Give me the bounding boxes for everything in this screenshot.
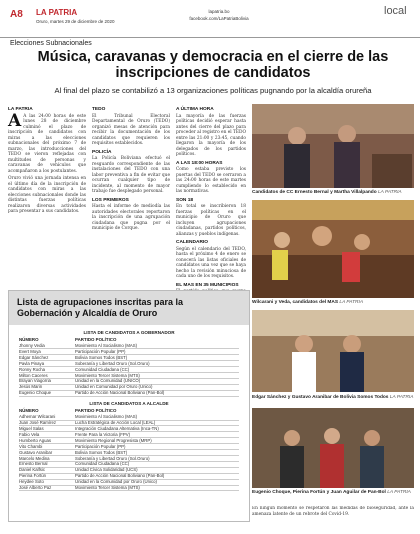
article-column-1 [8,104,86,217]
issue-date: Oruro, martes 29 de diciembre de 2020 [36,19,115,24]
candidate-name: José Alberto Paz [19,485,52,491]
social-links [184,8,254,22]
table-row [9,438,249,443]
party-name: Bolivia Somos Todos (BST) [75,449,128,455]
table-row [9,373,249,378]
table-row [9,426,249,431]
party-name: Soberanía y Libertad Oruro (Sol.Oruro) [75,360,150,366]
photo-caption-2: Wilcarani y Veda, candidatos del MAS LA PATRIA [252,300,364,305]
subheading-18-horas: A LAS 18:00 HORAS [176,160,223,166]
candidate-name: Jesús Marin [19,384,43,390]
table-row [9,390,249,395]
photo-candidates-panbol [252,408,414,488]
photo-image [252,104,414,188]
candidate-name: Fabio Vela [19,431,40,437]
party-name: Partido de Acción Nacional Boliviano (Pan-Bol) [75,473,165,479]
party-name: Soberanía y Libertad Oruro (Sol.Oruro) [75,455,150,461]
candidate-name: Jhonny Vedia [19,343,45,348]
table-row [9,444,249,449]
party-name: Movimiento Regional Progresista (MRP) [75,437,152,443]
masthead-brand: LA PATRIA [36,8,78,17]
photo-candidates-cc [252,104,414,188]
governor-list-header: NÚMERO PARTIDO POLÍTICO [19,337,117,342]
candidate-name: Gustavo Aranibar [19,449,53,455]
subheading-tedo: TEDO [92,107,106,112]
mayor-list-header: NÚMERO PARTIDO POLÍTICO [19,408,117,414]
governor-rows [9,343,249,396]
list-title: Lista de agrupaciones inscritas para la Gobernación y Alcaldía de Oruro [9,291,249,325]
candidate-name: Daniel Kalfsic [19,467,46,473]
party-name: Integración Ciudadana Alternativa (Inca-TN) [75,425,159,431]
table-row [9,414,249,419]
table-row [9,378,249,383]
candidate-name: Evert Moya [19,348,41,354]
photo-image [252,200,414,298]
website-link[interactable]: lapatria.bo [208,9,230,14]
paragraph: Según el calendario del TEDO, hasta el próximo 4 de enero se conocerá las listas oficiales de candidatos una vez que se haya hecho la revisión minuciosa de cada uno de los requisitos. [176,246,246,279]
table-row [9,343,249,348]
table-row [9,456,249,461]
party-name: Unidad en la Comunidad por Oruro (Unico) [75,479,157,485]
subheading-calendario: CALENDARIO [176,240,208,245]
governor-list-title: LISTA DE CANDIDATOS A GOBERNADOR [83,330,175,335]
candidate-name: Pavla Pinaya [19,360,45,366]
table-row [9,479,249,484]
candidate-name: Pierina Fortún [19,473,46,479]
candidate-name: Heydee Soto [19,479,44,485]
party-name: Movimiento Tercer Sistema (MTS) [75,372,140,378]
article-column-2 [92,104,170,234]
article-subhead: Al final del plazo se contabilizó a 13 organizaciones políticas pugnando por la alcaldía orureña [54,86,372,95]
party-name: Unidad en Comunidad por Oruro (Unico) [75,384,153,390]
paragraph: Como estaba previsto los puertas del TEDO se cerraron a las 24:00 horas de este martes cumpliendo lo establecido en las normativas. [176,167,246,194]
subheading-primeros: LOS PRIMEROS [92,197,129,203]
party-name: Participación Popular (PP) [75,443,126,449]
table-row [9,450,249,455]
party-name: Comunidad Ciudadana (CC) [75,366,130,372]
photo-caption-3: Edgar Sánchez y Gustavo Aranibar de Bolivia Somos Todos LA PATRIA [252,395,414,400]
candidate-name: Vito Chambi [19,443,43,449]
subheading-son-18: SON 18 [176,197,194,203]
subheading-policia: POLICÍA [92,149,112,155]
table-row [9,420,249,425]
party-name: Movimiento Tercer Sistema (MTS) [75,485,140,491]
candidate-name: Ronny Rocha [19,366,46,372]
table-row [9,367,249,372]
paragraph: La Policía Boliviana efectuó el resguardo correspondiente de las instalaciones del TEDO con una labor preventiva a fin de evitar que ocurran cualquier tipo de incidente, al momento de mayor trabajo fue desplegado personal. [92,156,170,194]
candidate-list-box [8,290,250,522]
party-name: Partido de Acción Nacional Boliviano (Pan-Bol) [75,390,165,396]
candidate-name: Juan José Ramírez [19,420,57,426]
table-row [9,473,249,478]
mayor-rows [9,414,249,491]
candidate-name: Humberto Aguas [19,437,52,443]
mayor-list-title: LISTA DE CANDIDATOS A ALCALDE [89,401,169,407]
photo-candidates-mas [252,200,414,298]
party-name: Unidad Cívica Solidaridad (UCS) [75,467,138,473]
candidate-name: Miguel Salas [19,425,44,431]
subheading-mas: EL MAS EN 35 MUNICIPIOS [176,282,239,288]
article-kicker: Elecciones Subnacionales [10,40,92,47]
table-row [9,467,249,472]
table-row [9,384,249,389]
candidate-name: Eugenio Choque [19,390,52,396]
table-row [9,461,249,466]
table-row [9,432,249,437]
paragraph: El Tribunal Electoral Departamental de Oruro (TEDO) organizó mesas de atención para recibir la documentación de los candidatos que requieren los requisitos establecidos. [92,113,170,146]
table-row [9,361,249,366]
row-divider [19,396,239,397]
candidate-name: Adhemar Wilcarani [19,414,56,420]
subheading-ultima-hora: A ÚLTIMA HORA [176,107,214,112]
candidate-name: Marcelo Medina [19,455,50,461]
photo-candidates-bst [252,310,414,392]
candidate-name: Brayan Viagorria [19,378,51,384]
paragraph: Oruro vivió una jornada intensa en el último día de la inscripción de candidatos con miras a las elecciones subnacionales donde las distintas fuerzas políticas realizaron diversas actividades para presentar a sus candidatos. [8,176,86,214]
photo-image [252,310,414,392]
paragraph: La mayoría de las fuerzas políticas decidió esperar hasta antes del cierre del plazo para proceder al registro en el TEDO entre las 21:00 y 23:45, cuando llegaron la mayoría de los delegados de los partidos políticos. [176,113,246,157]
photo-caption-1: Candidatos de CC Ernesto Bernal y Martha Villalpando LA PATRIA [252,190,402,195]
party-name: Lucha Estratégica de Acción Local (LEAL) [75,420,156,426]
party-name: Bolivia Somos Todos (BST) [75,354,128,360]
party-name: Movimiento Al Socialismo (MAS) [75,414,138,420]
section-label: local [384,5,407,17]
party-name: Unidad en la Comunidad (UNICO) [75,378,141,384]
party-name: Comunidad Ciudadana (CC) [75,461,130,467]
table-row [9,349,249,354]
party-name: Frente Para la Victoria (FPV) [75,431,131,437]
facebook-link[interactable]: facebook.com/LaPatriaBolivia [189,16,249,21]
row-divider [19,490,239,491]
paragraph: En total se inscribieron 18 fuerzas políticas en el municipio de Oruro que incluyen agrupaciones ciudadanas, partidos políticos, alianzas y pueblos indígenas. [176,204,246,237]
photo-image [252,408,414,488]
article-bottom-text: En ningún momento se respetaron las medidas de bioseguridad, ante la amenaza latente de un rebrote del Covid-19. [252,506,414,517]
table-row [9,355,249,360]
photo-caption-4: Eugenio Choque, Pierina Fortún y Juan Aguilar de Pan-Bol LA PATRIA [252,490,411,495]
paragraph: Hasta el informe de mediodía las autoridades electorales reportaron la inscripción de una agrupación ciudadana que pugna por el municipio de Corque. [92,204,170,231]
table-row [9,485,249,490]
article-headline: Música, caravanas y democracia en el cierre de las inscripciones de candidatos [37,49,389,81]
byline: LA PATRIA [8,107,33,112]
page-header [0,0,420,38]
candidate-name: Milton Caceres [19,372,48,378]
candidate-name: Ernesto Bernal [19,461,48,467]
party-name: Movimiento Al Socialismo (MAS) [75,343,138,348]
candidate-name: Edgar Sánchez [19,354,49,360]
page-number: A8 [10,9,23,20]
party-name: Participación Popular (PP) [75,348,126,354]
lead-paragraph: A A las 24:00 horas de este lunes 28 de diciembre culminó el plazo de inscripción de candidatos con miras a las elecciones subnacionales del próximo 7 de marzo, las introducciones del TEDO se vieron reflejadas con multitudes de personas y caravanas de vehículos que acompañaron a los postulantes. [8,110,86,174]
